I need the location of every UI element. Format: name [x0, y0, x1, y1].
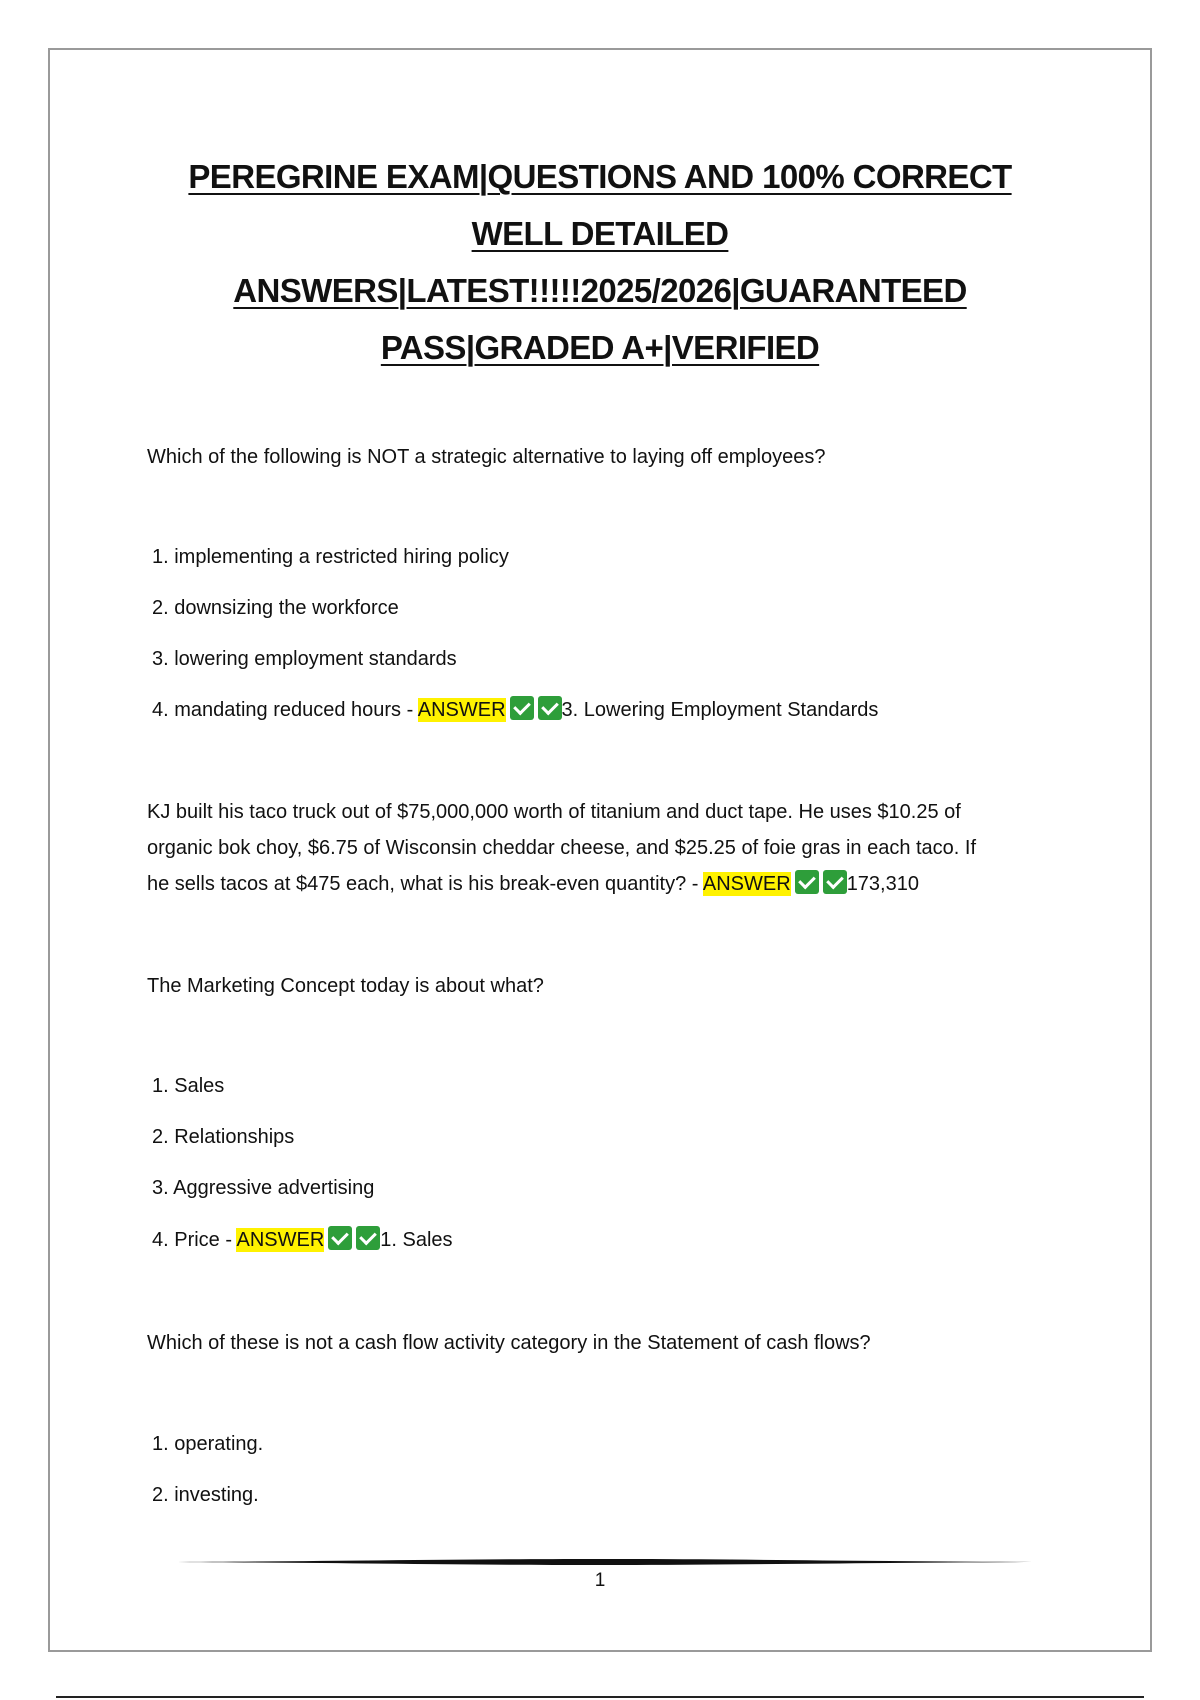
question-1-option-4 [152, 692, 878, 728]
option-text: 4. mandating reduced hours - [152, 699, 418, 721]
check-box-icon [823, 870, 847, 894]
check-box-icon [510, 696, 534, 720]
question-1-option-2: 2. downsizing the workforce [152, 597, 399, 619]
page-number: 1 [594, 1570, 606, 1591]
question-3-option-4 [152, 1222, 453, 1258]
question-3-option-1: 1. Sales [152, 1075, 225, 1097]
document-title [50, 148, 1150, 376]
check-box-icon [795, 870, 819, 894]
option-text: 4. Price - [152, 1229, 237, 1251]
title-line: PASS|GRADED A+|VERIFIED [380, 329, 820, 366]
question-3-option-2: 2. Relationships [152, 1126, 295, 1148]
question-1-option-3: 3. lowering employment standards [152, 648, 457, 670]
question-2-line: organic bok choy, $6.75 of Wisconsin cheddar cheese, and $25.25 of foie gras in each taco. If [147, 837, 977, 859]
question-2-line [147, 866, 1087, 902]
title-line: PEREGRINE EXAM|QUESTIONS AND 100% CORRECT [188, 158, 1012, 195]
title-line: WELL DETAILED [471, 215, 729, 252]
question-1-option-1: 1. implementing a restricted hiring policy [152, 546, 509, 568]
answer-label: ANSWER [236, 1229, 325, 1251]
question-1: Which of the following is NOT a strategic alternative to laying off employees? [147, 446, 826, 468]
question-4-option-1: 1. operating. [152, 1433, 264, 1455]
question-text: he sells tacos at $475 each, what is his break-even quantity? - [147, 873, 703, 895]
title-line: ANSWERS|LATEST!!!!!2025/2026|GUARANTEED [233, 272, 967, 309]
answer-text: 173,310 [846, 873, 919, 895]
footer-divider [166, 1559, 1032, 1565]
question-4-option-2: 2. investing. [152, 1484, 259, 1506]
answer-label: ANSWER [417, 699, 506, 721]
next-page-edge [56, 1696, 1144, 1698]
check-box-icon [328, 1226, 352, 1250]
question-3: The Marketing Concept today is about what? [147, 975, 544, 997]
answer-text: 1. Sales [380, 1229, 453, 1251]
question-3-option-3: 3. Aggressive advertising [152, 1177, 375, 1199]
question-4: Which of these is not a cash flow activity category in the Statement of cash flows? [147, 1332, 871, 1354]
question-2 [147, 794, 1087, 902]
document-page [48, 48, 1152, 1652]
answer-text: 3. Lowering Employment Standards [561, 699, 879, 721]
question-2-line: KJ built his taco truck out of $75,000,000 worth of titanium and duct tape. He uses $10.25 of [147, 801, 961, 823]
answer-label: ANSWER [702, 873, 791, 895]
check-box-icon [356, 1226, 380, 1250]
check-box-icon [538, 696, 562, 720]
